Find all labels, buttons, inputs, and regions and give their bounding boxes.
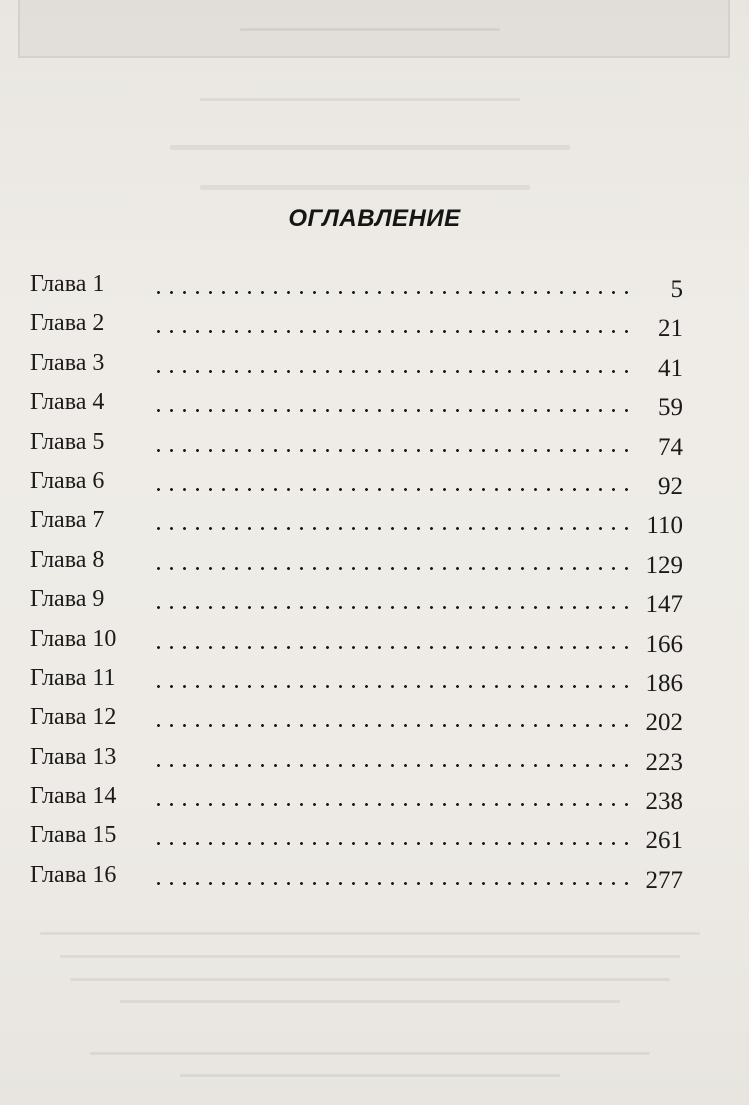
toc-entry[interactable]: [0, 776, 749, 815]
page-number: 202: [645, 709, 683, 737]
bleed-through-line: [90, 1052, 650, 1055]
chapter-label: Глава 9: [30, 586, 105, 613]
page-number: 277: [645, 866, 683, 894]
dot-leader: [152, 567, 637, 570]
bleed-through-line: [200, 185, 530, 190]
page-number: 147: [645, 591, 683, 619]
toc-entry[interactable]: [0, 697, 749, 736]
toc-entry[interactable]: [0, 579, 749, 618]
page-number: 41: [658, 354, 683, 382]
bleed-through-line: [200, 98, 520, 101]
dot-leader: [152, 685, 637, 688]
chapter-label: Глава 11: [30, 664, 116, 691]
page-number: 110: [646, 512, 683, 540]
dot-leader: [152, 370, 637, 373]
dot-leader: [152, 882, 637, 885]
chapter-label: Глава 14: [30, 783, 117, 810]
dot-leader: [152, 330, 637, 333]
chapter-label: Глава 8: [30, 546, 105, 573]
bleed-through-line: [40, 932, 700, 935]
bleed-through-line: [60, 955, 680, 958]
toc-entry[interactable]: [0, 382, 749, 421]
dot-leader: [152, 291, 637, 294]
page-number: 238: [645, 788, 683, 816]
chapter-label: Глава 7: [30, 507, 105, 534]
page-number: 74: [658, 433, 683, 461]
page-number: 59: [658, 394, 683, 422]
toc-entry[interactable]: [0, 422, 749, 461]
toc-entry[interactable]: [0, 540, 749, 579]
bleed-through-line: [240, 28, 500, 31]
chapter-label: Глава 2: [30, 310, 105, 337]
page-number: 21: [658, 315, 683, 343]
page-number: 129: [645, 551, 683, 579]
dot-leader: [152, 409, 637, 412]
dot-leader: [152, 488, 637, 491]
bleed-through-line: [180, 1074, 560, 1077]
page-number: 166: [645, 630, 683, 658]
chapter-label: Глава 13: [30, 743, 117, 770]
chapter-label: Глава 5: [30, 428, 105, 455]
toc-entry[interactable]: [0, 658, 749, 697]
bleed-through-line: [70, 978, 670, 981]
dot-leader: [152, 803, 637, 806]
dot-leader: [152, 606, 637, 609]
dot-leader: [152, 724, 637, 727]
chapter-label: Глава 15: [30, 822, 117, 849]
dot-leader: [152, 527, 637, 530]
dot-leader: [152, 842, 637, 845]
page-number: 5: [670, 276, 683, 303]
toc-title: ОГЛАВЛЕНИЕ: [288, 205, 461, 232]
dot-leader: [152, 764, 637, 767]
toc-entry[interactable]: [0, 303, 749, 342]
bleed-through-line: [120, 1000, 620, 1003]
dot-leader: [152, 646, 637, 649]
chapter-label: Глава 12: [30, 704, 117, 731]
toc-entry[interactable]: [0, 855, 749, 894]
toc-list: [0, 264, 749, 894]
chapter-label: Глава 4: [30, 389, 105, 416]
chapter-label: Глава 1: [30, 271, 105, 297]
chapter-label: Глава 16: [30, 861, 117, 888]
bleed-through-line: [170, 145, 570, 150]
toc-entry[interactable]: [0, 619, 749, 658]
chapter-label: Глава 10: [30, 625, 117, 652]
chapter-label: Глава 3: [30, 349, 105, 376]
page-number: 223: [645, 748, 683, 776]
toc-entry[interactable]: [0, 815, 749, 854]
page-number: 261: [645, 827, 683, 855]
toc-entry[interactable]: [0, 461, 749, 500]
toc-entry[interactable]: [0, 343, 749, 382]
page-number: 92: [658, 472, 683, 500]
toc-entry[interactable]: [0, 500, 749, 539]
dot-leader: [152, 449, 637, 452]
toc-entry[interactable]: [0, 737, 749, 776]
chapter-label: Глава 6: [30, 467, 105, 494]
page-number: 186: [645, 669, 683, 697]
toc-entry[interactable]: [0, 264, 749, 303]
